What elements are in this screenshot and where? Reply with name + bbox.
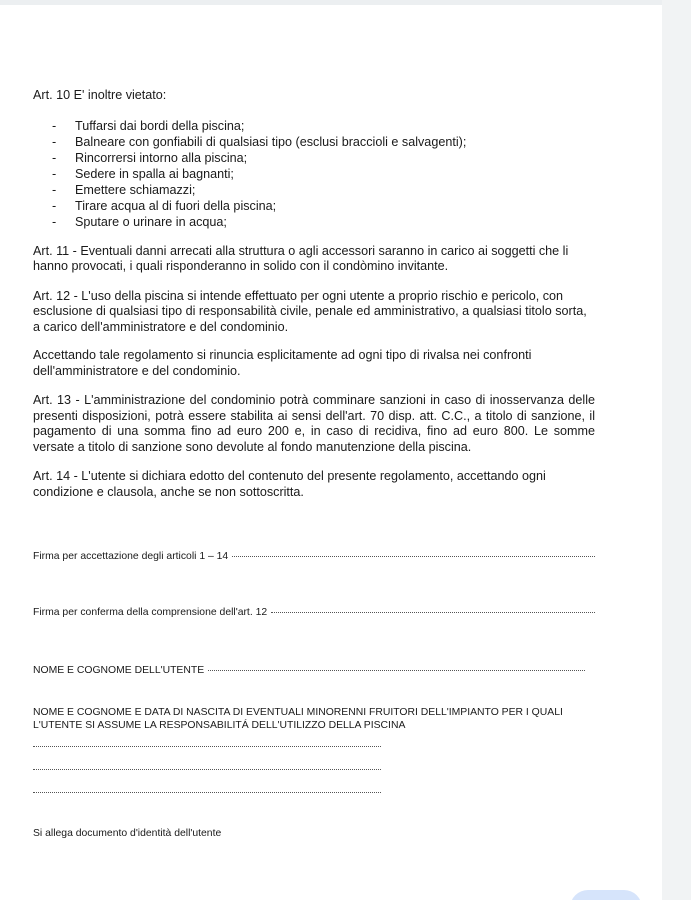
document-page <box>0 5 662 900</box>
art10-list <box>52 118 595 230</box>
acceptance-signature-label: Firma per accettazione degli articoli 1 – 14 <box>33 551 229 562</box>
minors-label: NOME E COGNOME E DATA DI NASCITA DI EVENTUALI MINORENNI FRUITORI DELL'IMPIANTO PER I QUALI L'UTENTE SI ASSUME LA RESPONSABILITÁ DELL'UTILIZZO DELLA PISCINA <box>33 707 563 731</box>
confirmation-signature-line[interactable] <box>33 606 595 619</box>
art12-paragraph: Art. 12 - L'uso della piscina si intende effettuato per ogni utente a proprio rischio e pericolo, con esclusione di qualsiasi tipo di responsabilità civile, penale ed amministrativo, a qualsiasi titolo sorta, a carico dell'amministratore e del condominio. <box>33 288 587 334</box>
confirmation-signature-label: Firma per conferma della comprensione dell'art. 12 <box>33 607 268 618</box>
minor-entry-line-2[interactable] <box>33 769 381 770</box>
viewer-right-gutter <box>662 0 691 900</box>
list-item: - Rincorrersi intorno alla piscina; <box>52 150 595 166</box>
signature-dotted-line <box>271 612 595 613</box>
minor-entry-line-1[interactable] <box>33 746 381 747</box>
art13-paragraph: Art. 13 - L'amministrazione del condominio potrà comminare sanzioni in caso di inosservanza delle presenti disposizioni, potrà essere stabilita ai sensi dell'art. 70 disp. att. C.C., a titolo di sanzione, il pagamento di una somma fino ad euro 200 e, in caso di recidiva, fino ad euro 800. Le somme versate a titolo di sanzione sono devolute al fondo manutenzione della piscina. <box>33 393 595 454</box>
list-item: - Tuffarsi dai bordi della piscina; <box>52 118 595 134</box>
document-content <box>33 88 595 840</box>
acceptance-signature-line[interactable] <box>33 550 595 563</box>
list-item: - Sedere in spalla ai bagnanti; <box>52 166 595 182</box>
art10-title: Art. 10 E' inoltre vietato: <box>33 88 167 102</box>
list-item: - Balneare con gonfiabili di qualsiasi tipo (esclusi braccioli e salvagenti); <box>52 134 595 150</box>
floating-action-button[interactable] <box>570 890 642 900</box>
list-item: - Tirare acqua al di fuori della piscina; <box>52 198 595 214</box>
signature-dotted-line <box>232 556 595 557</box>
art14-paragraph: Art. 14 - L'utente si dichiara edotto del contenuto del presente regolamento, accettando ogni condizione e clausola, anche se non sottoscritta. <box>33 469 546 499</box>
user-name-line[interactable] <box>33 664 585 677</box>
minor-entry-line-3[interactable] <box>33 792 381 793</box>
list-item: - Sputare o urinare in acqua; <box>52 214 595 230</box>
list-item: - Emettere schiamazzi; <box>52 182 595 198</box>
art11-paragraph: Art. 11 - Eventuali danni arrecati alla struttura o agli accessori saranno in carico ai soggetti che li hanno provocati, i quali risponderanno in solido con il condòmino invitante. <box>33 243 569 273</box>
user-name-label: NOME E COGNOME DELL'UTENTE <box>33 665 205 676</box>
attachment-note: Si allega documento d'identità dell'utente <box>33 828 222 839</box>
signature-dotted-line <box>208 670 585 671</box>
waiver-paragraph: Accettando tale regolamento si rinuncia esplicitamente ad ogni tipo di rivalsa nei confronti dell'amministratore e del condominio. <box>33 348 532 378</box>
